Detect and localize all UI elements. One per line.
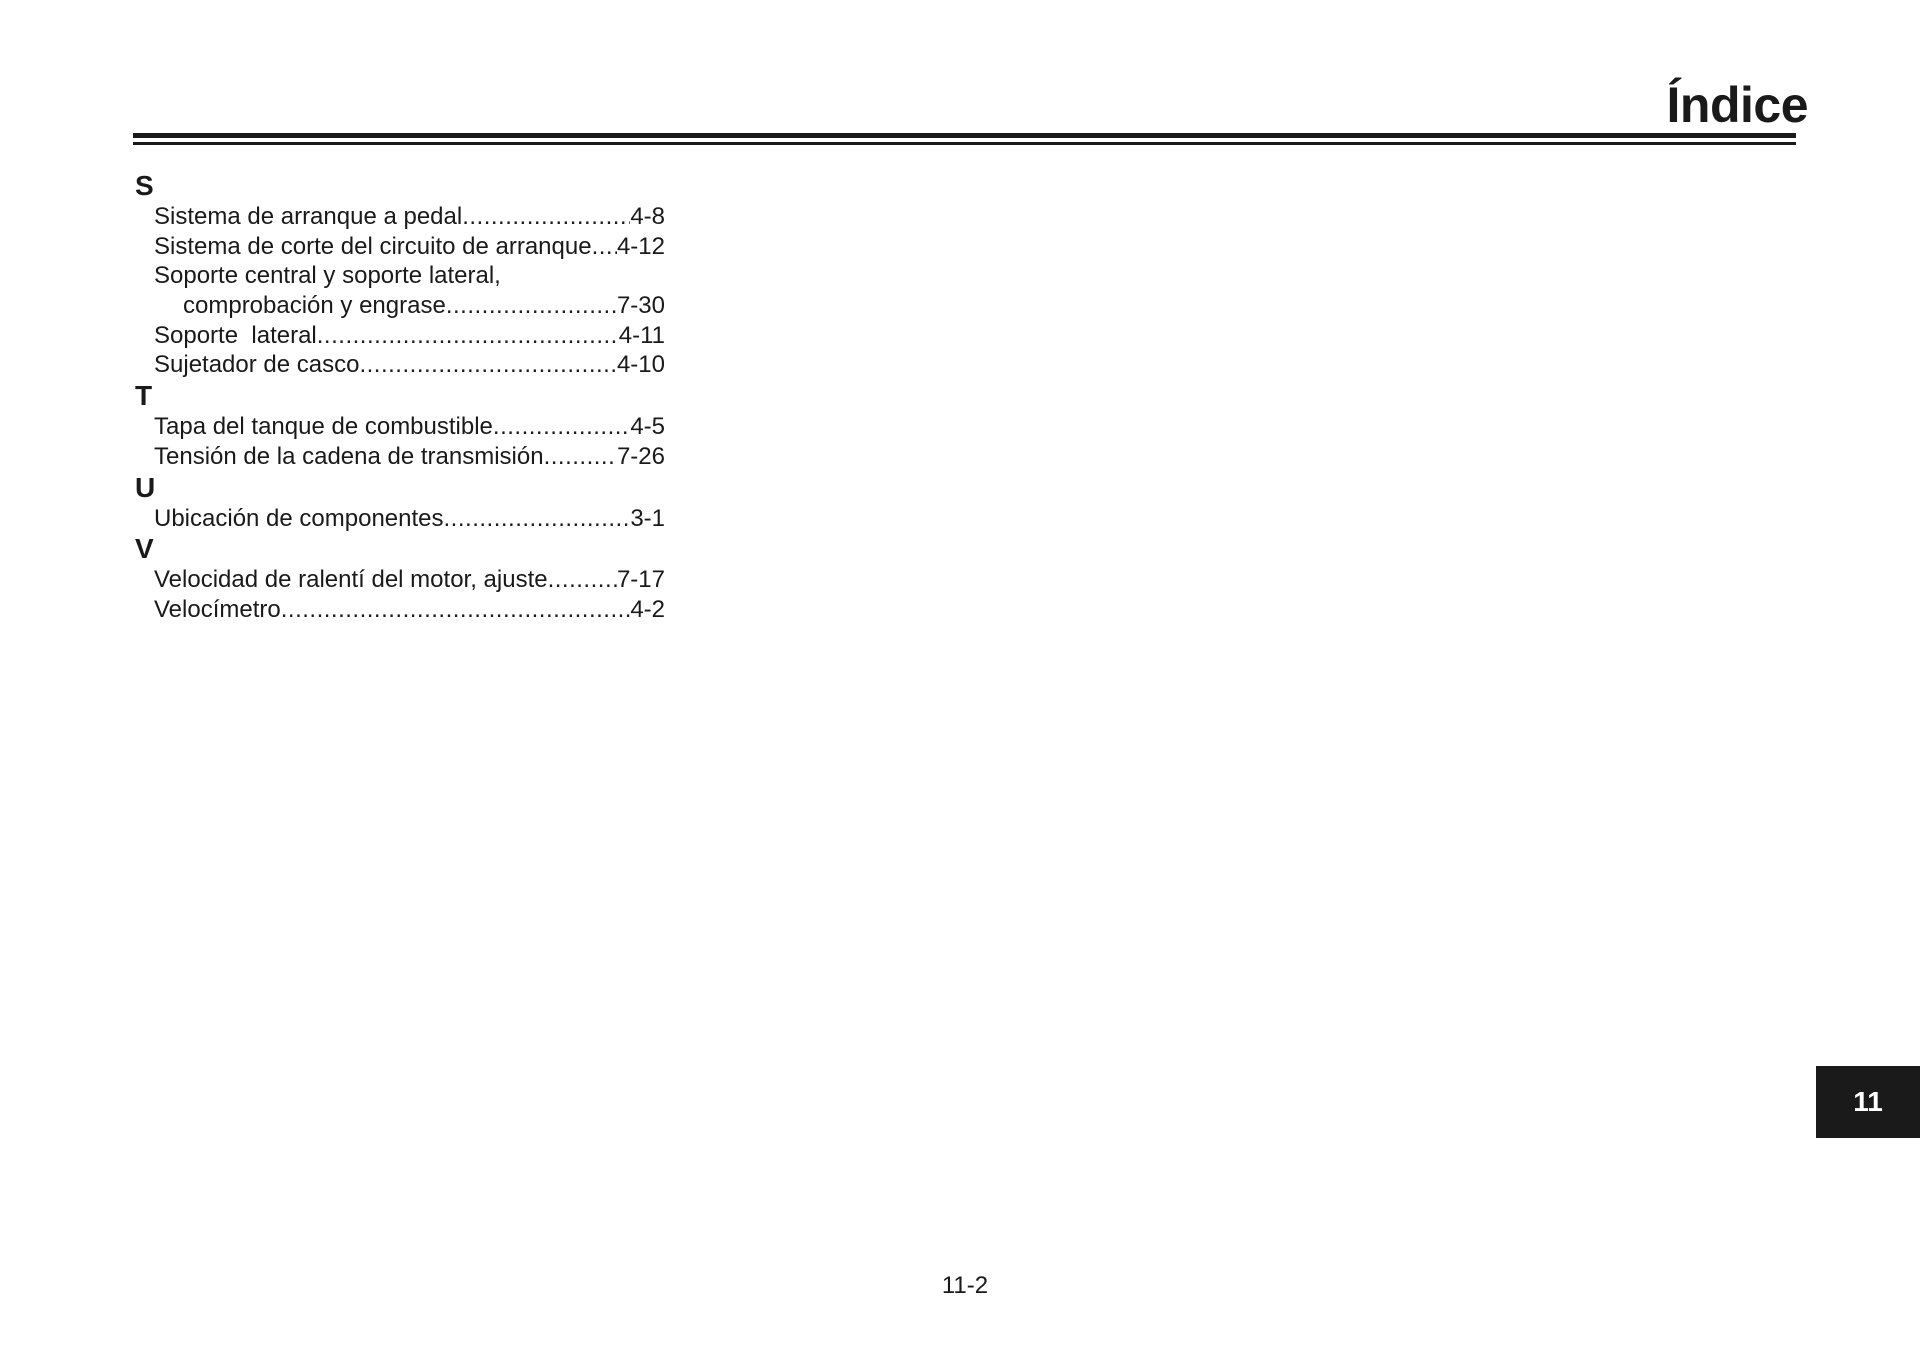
- index-entry[interactable]: [135, 595, 665, 625]
- dot-leader: [592, 232, 617, 262]
- entry-page: 7-26: [616, 442, 665, 470]
- entry-page: 4-5: [630, 413, 665, 441]
- entry-page: 4-2: [630, 595, 665, 623]
- entry-label: comprobación y engrase: [183, 292, 446, 320]
- index-entry[interactable]: [135, 202, 665, 232]
- entry-label: Soporte lateral: [154, 321, 317, 349]
- dot-leader: [544, 442, 617, 472]
- entry-label: Velocímetro: [154, 595, 281, 623]
- index-entry[interactable]: [135, 321, 665, 351]
- dot-leader: [548, 565, 617, 595]
- header-rule-thick: [133, 133, 1796, 138]
- dot-leader: [493, 412, 630, 442]
- chapter-tab[interactable]: 11: [1816, 1066, 1920, 1138]
- index-entry[interactable]: [135, 442, 665, 472]
- entry-label: Ubicación de componentes: [154, 504, 444, 532]
- page-title: Índice: [1666, 77, 1808, 133]
- index-entry[interactable]: [135, 350, 665, 380]
- index-entry[interactable]: [135, 565, 665, 595]
- page-number: 11-2: [941, 1272, 989, 1299]
- entry-label: Velocidad de ralentí del motor, ajuste: [154, 566, 548, 594]
- entry-page: 4-12: [616, 232, 665, 260]
- entry-label: Sistema de corte del circuito de arranque: [154, 232, 592, 260]
- index-entry[interactable]: [135, 232, 665, 262]
- entry-page: 4-11: [618, 321, 665, 349]
- header-rule-thin: [133, 142, 1796, 145]
- dot-leader: [281, 595, 631, 625]
- entry-label: Sistema de arranque a pedal: [154, 203, 463, 230]
- dot-leader: [317, 321, 619, 351]
- entry-page: 7-17: [616, 566, 665, 594]
- index-letter-s: S: [135, 170, 154, 201]
- dot-leader: [446, 291, 617, 321]
- index-letter-u: U: [135, 471, 156, 503]
- entry-label: Tapa del tanque de combustible: [154, 413, 493, 441]
- index-entry[interactable]: [135, 504, 665, 534]
- entry-label: Sujetador de casco: [154, 351, 360, 379]
- index-entry[interactable]: [135, 412, 665, 442]
- entry-page: 4-8: [630, 203, 665, 230]
- index-letter-t: T: [135, 380, 153, 412]
- entry-page: 4-10: [616, 351, 665, 379]
- index-entry-continuation[interactable]: [135, 291, 665, 321]
- entry-label: Tensión de la cadena de transmisión: [154, 442, 544, 470]
- entry-page: 3-1: [630, 504, 665, 532]
- dot-leader: [444, 504, 631, 534]
- dot-leader: [462, 202, 630, 232]
- index-letter-v: V: [135, 533, 154, 565]
- entry-label: Soporte central y soporte lateral,: [154, 262, 501, 290]
- index-entry: [135, 261, 665, 291]
- index-list: [135, 170, 665, 625]
- entry-page: 7-30: [616, 292, 665, 320]
- dot-leader: [359, 350, 616, 380]
